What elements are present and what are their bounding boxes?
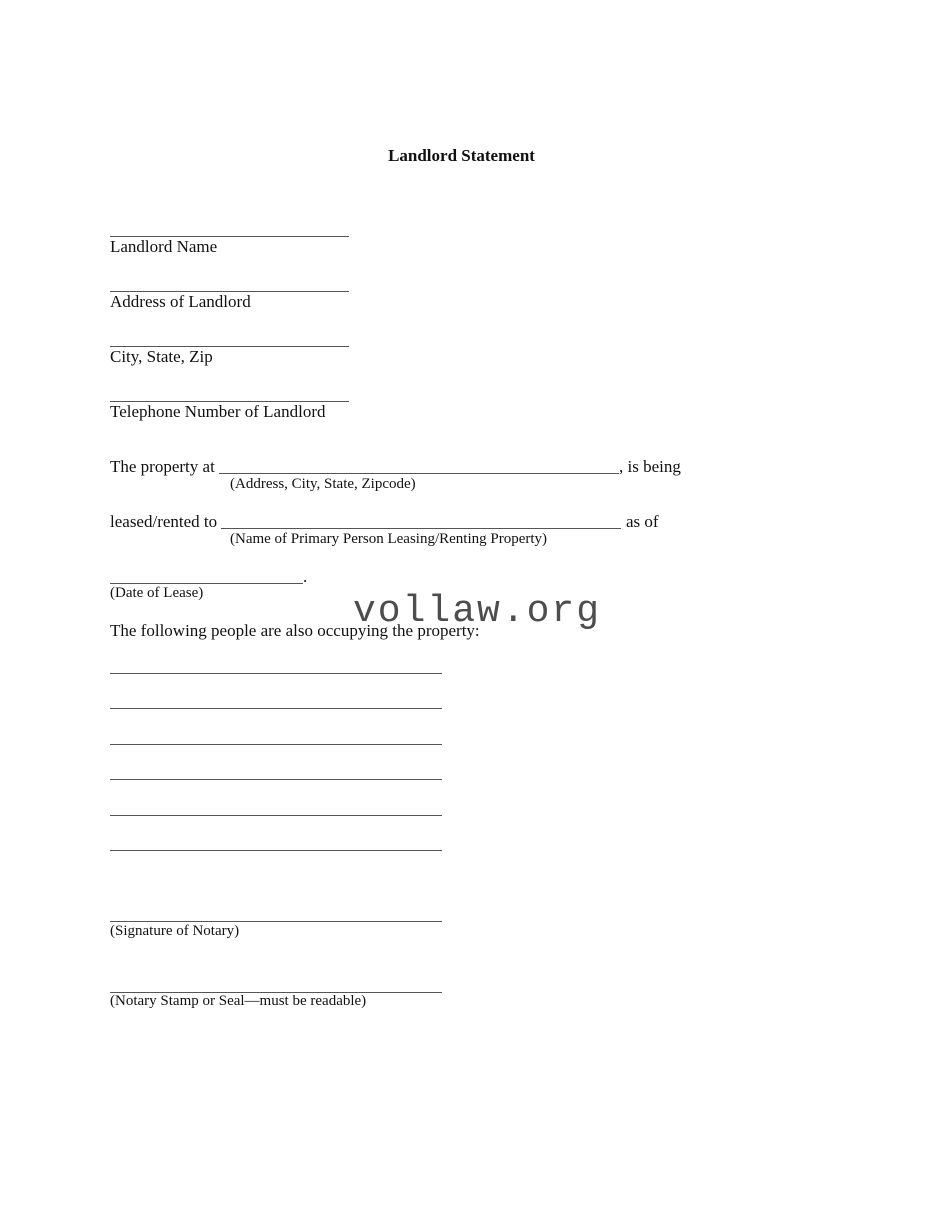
- property-at-label: The property at: [110, 457, 215, 476]
- date-of-lease-field[interactable]: [110, 583, 303, 584]
- primary-lessee-field[interactable]: [221, 528, 621, 529]
- occupant-line-6[interactable]: [110, 850, 442, 851]
- notary-signature-field[interactable]: [110, 921, 442, 922]
- occupant-line-3[interactable]: [110, 744, 442, 745]
- occupant-line-2[interactable]: [110, 708, 442, 709]
- document-title: Landlord Statement: [388, 146, 535, 165]
- landlord-telephone-label: Telephone Number of Landlord: [110, 402, 326, 421]
- watermark: vollaw.org: [353, 590, 602, 633]
- primary-lessee-hint: (Name of Primary Person Leasing/Renting Property): [230, 531, 548, 547]
- occupant-line-5[interactable]: [110, 815, 442, 816]
- property-address-field[interactable]: [219, 473, 619, 474]
- landlord-address-label: Address of Landlord: [110, 292, 251, 311]
- is-being-label: , is being: [619, 457, 681, 476]
- leased-to-label: leased/rented to: [110, 512, 218, 531]
- date-of-lease-hint: (Date of Lease): [110, 585, 204, 601]
- notary-signature-hint: (Signature of Notary): [110, 923, 240, 939]
- occupant-line-1[interactable]: [110, 673, 442, 674]
- occupants-heading: The following people are also occupying the property:: [110, 621, 480, 640]
- notary-stamp-hint: (Notary Stamp or Seal—must be readable): [110, 993, 367, 1009]
- as-of-label: as of: [626, 512, 659, 531]
- date-period: .: [303, 567, 308, 586]
- occupant-line-4[interactable]: [110, 779, 442, 780]
- landlord-name-label: Landlord Name: [110, 237, 218, 256]
- property-address-hint: (Address, City, State, Zipcode): [230, 476, 416, 492]
- landlord-city-state-zip-label: City, State, Zip: [110, 347, 213, 366]
